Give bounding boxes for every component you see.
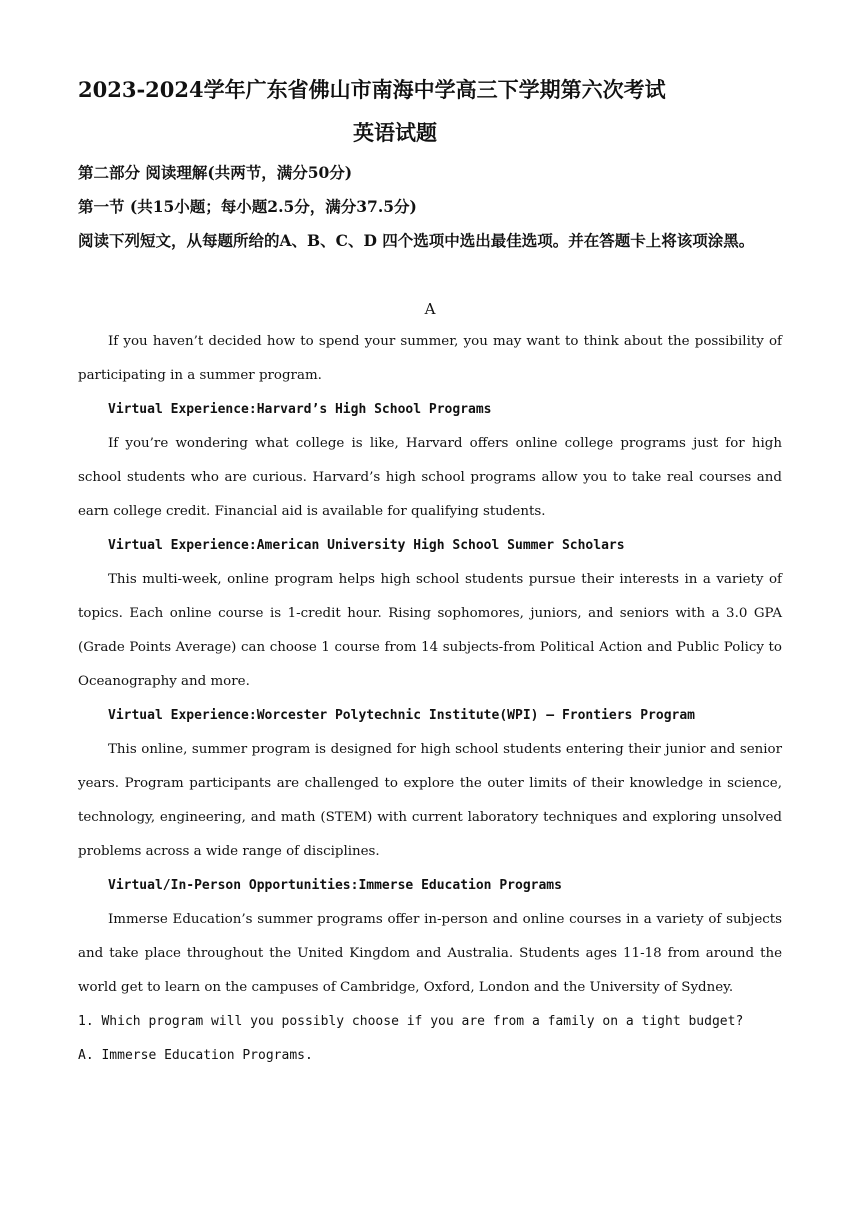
option-a: A. Immerse Education Programs. — [78, 1048, 313, 1063]
program-description: If you’re wondering what college is like, Harvard offers online college programs just for high school students who are curious. Harvard’s high school programs allow you to take real courses and earn college credit. Financial aid is available for qualifying students. — [78, 436, 782, 519]
program-heading: Virtual/In-Person Opportunities:Immerse Education Programs — [108, 878, 562, 893]
program-heading: Virtual Experience:Harvard’s High School Programs — [108, 402, 492, 417]
instruction-text: 阅读下列短文，从每题所给的A、B、C、D 四个选项中选出最佳选项。并在答题卡上将该项涂黑。 — [78, 231, 755, 250]
program-description: This multi-week, online program helps high school students pursue their interests in a variety of topics. Each online course is 1-credit hour. Rising sophomores, juniors, and seniors with a 3.0 GPA (Grade Points Average) can choose 1 course from 14 subjects-from Political Action and Public Policy to Oceanography and more. — [78, 572, 782, 689]
exam-title: 2023-2024学年广东省佛山市南海中学高三下学期第六次考试 — [78, 77, 666, 102]
program-description: This online, summer program is designed for high school students entering their junior and senior years. Program participants are challenged to explore the outer limits of their knowledge in science, technology, engineering, and math (STEM) with current laboratory techniques and exploring unsolved problems across a wide range of disciplines. — [78, 742, 782, 859]
exam-subtitle: 英语试题 — [353, 120, 437, 145]
program-heading: Virtual Experience:Worcester Polytechnic Institute(WPI) — Frontiers Program — [108, 708, 695, 723]
section-heading: 第一节 (共15小题；每小题2.5分，满分37.5分) — [78, 197, 417, 216]
passage-body — [78, 325, 782, 1073]
question-1: 1. Which program will you possibly choose if you are from a family on a tight budget? — [78, 1014, 744, 1029]
passage-label: A — [424, 300, 436, 318]
part-heading: 第二部分 阅读理解(共两节，满分50分) — [78, 163, 353, 182]
program-description: Immerse Education’s summer programs offer in-person and online courses in a variety of subjects and take place throughout the United Kingdom and Australia. Students ages 11-18 from around the world get to learn on the campuses of Cambridge, Oxford, London and the University of Sydney. — [78, 912, 782, 995]
intro-paragraph: If you haven’t decided how to spend your summer, you may want to think about the possibility of participating in a summer program. — [78, 334, 782, 383]
program-heading: Virtual Experience:American University High School Summer Scholars — [108, 538, 625, 553]
